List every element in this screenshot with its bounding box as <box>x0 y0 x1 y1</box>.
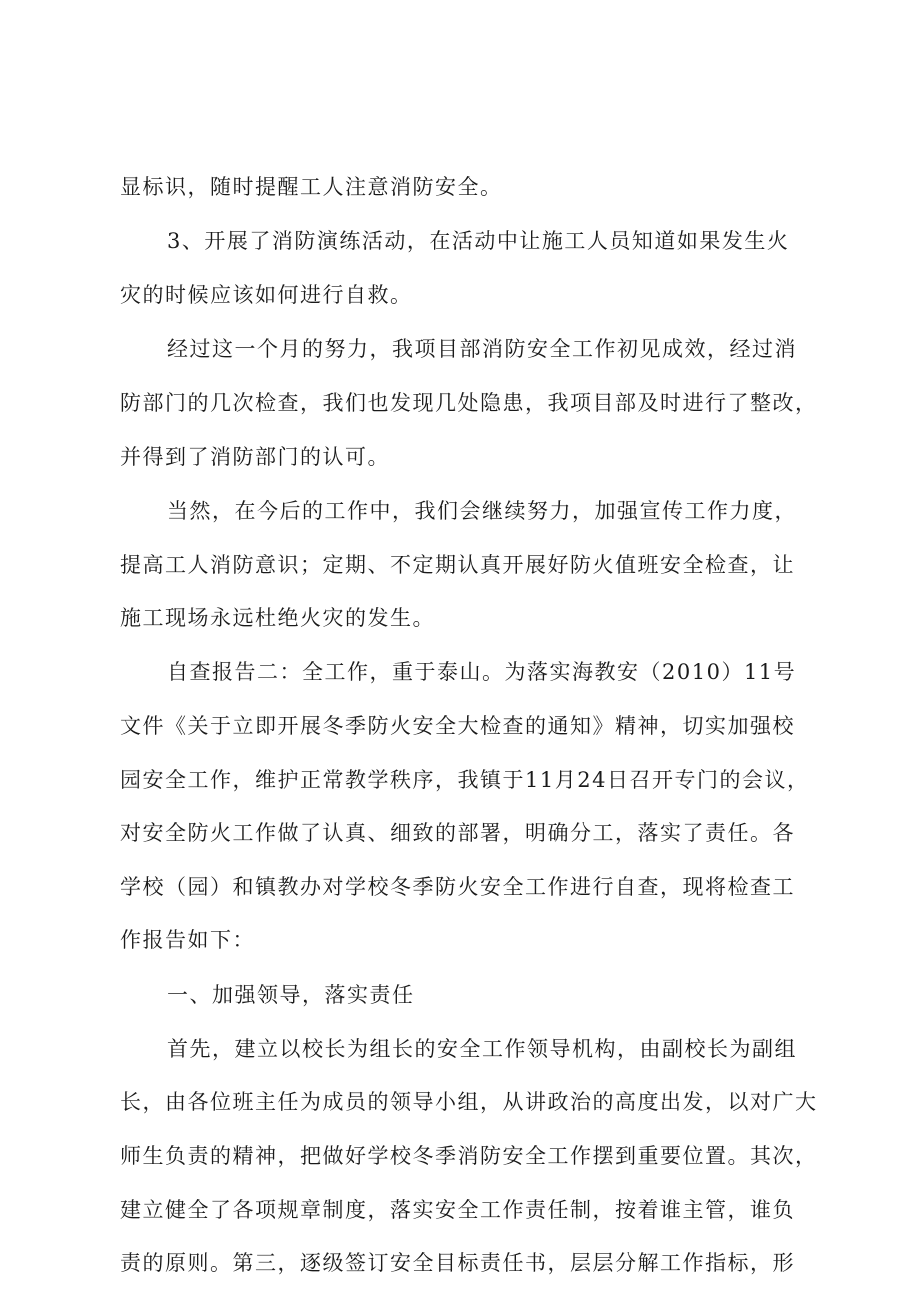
text-line: 显标识，随时提醒工人注意消防安全。 <box>120 175 503 199</box>
text-line: 长，由各位班主任为成员的领导小组，从讲政治的高度出发，以对广大 <box>120 1090 818 1114</box>
text-line: 文件《关于立即开展冬季防火安全大检查的通知》精神，切实加强校 <box>120 714 795 738</box>
text-line: 建立健全了各项规章制度，落实安全工作责任制，按着谁主管，谁负 <box>120 1198 795 1222</box>
text-line: 责的原则。第三，逐级签订安全目标责任书，层层分解工作指标，形 <box>120 1251 795 1275</box>
text-line: 经过这一个月的努力，我项目部消防安全工作初见成效，经过消 <box>167 337 797 361</box>
text-line: 学校（园）和镇教办对学校冬季防火安全工作进行自查，现将检查工 <box>120 875 795 899</box>
text-line: 园安全工作，维护正常教学秩序，我镇于11月24日召开专门的会议， <box>120 768 810 792</box>
text-line: 首先，建立以校长为组长的安全工作领导机构，由副校长为副组 <box>167 1037 797 1061</box>
text-line: 3、开展了消防演练活动，在活动中让施工人员知道如果发生火 <box>167 229 790 253</box>
section-heading: 一、加强领导，落实责任 <box>167 983 415 1007</box>
text-line: 施工现场永远杜绝火灾的发生。 <box>120 606 435 630</box>
text-line: 师生负责的精神，把做好学校冬季消防安全工作摆到重要位置。其次， <box>120 1144 818 1168</box>
text-line: 提高工人消防意识；定期、不定期认真开展好防火值班安全检查，让 <box>120 553 795 577</box>
text-line: 对安全防火工作做了认真、细致的部署，明确分工，落实了责任。各 <box>120 821 795 845</box>
text-line: 并得到了消防部门的认可。 <box>120 445 390 469</box>
text-line: 自查报告二：全工作，重于泰山。为落实海教安（2010）11号 <box>167 660 797 684</box>
text-line: 灾的时候应该如何进行自救。 <box>120 283 413 307</box>
text-line: 当然，在今后的工作中，我们会继续努力，加强宣传工作力度， <box>167 499 797 523</box>
text-line: 防部门的几次检查，我们也发现几处隐患，我项目部及时进行了整改， <box>120 391 818 415</box>
text-line: 作报告如下： <box>120 928 255 952</box>
